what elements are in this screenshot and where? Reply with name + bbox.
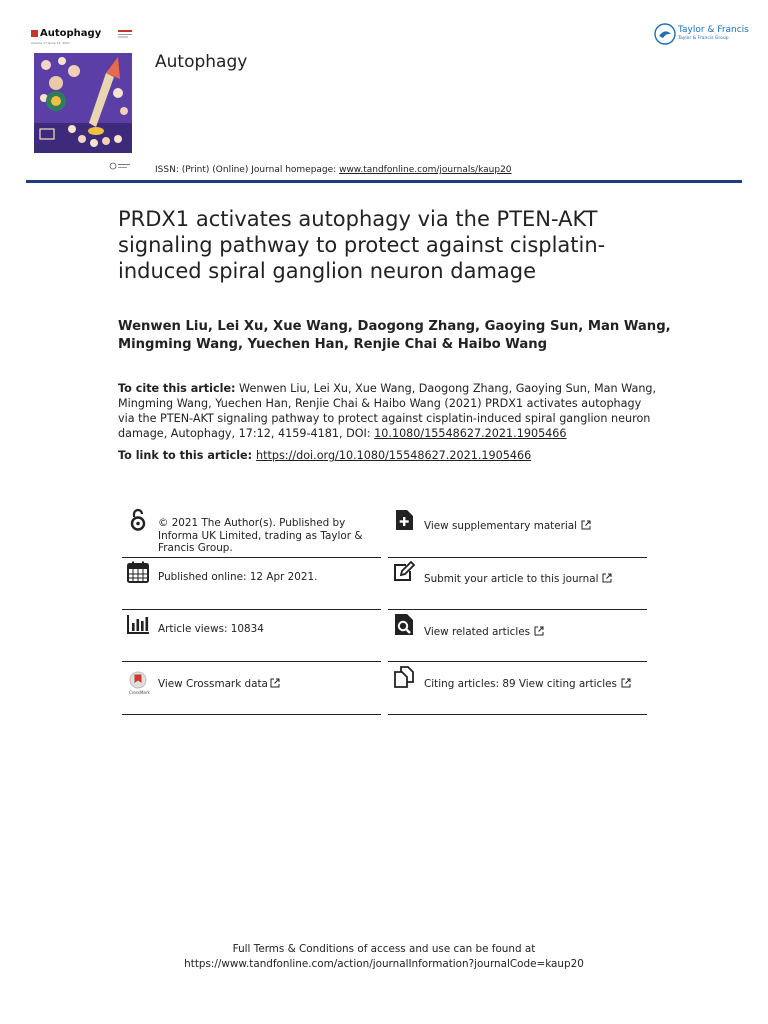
related-cell[interactable] xyxy=(388,608,647,662)
journal-mark-icon xyxy=(31,30,38,37)
related-search-icon xyxy=(392,612,416,636)
license-cell xyxy=(122,504,381,558)
cover-artwork xyxy=(34,53,132,153)
views-cell xyxy=(122,608,381,662)
cover-issue-text: Volume 17 Issue 12, 2021 xyxy=(31,41,70,45)
published-date: Published online: 12 Apr 2021. xyxy=(158,571,318,583)
supplementary-link[interactable]: View supplementary material xyxy=(424,520,578,532)
article-title: PRDX1 activates autophagy via the PTEN-AKT signaling pathway to protect against cisplatin-induced spiral ganglion neuron damage xyxy=(118,207,606,283)
journal-homepage-link[interactable]: www.tandfonline.com/journals/kaup20 xyxy=(339,165,512,175)
supplementary-cell[interactable] xyxy=(388,504,647,558)
external-link-icon xyxy=(581,520,591,530)
published-cell xyxy=(122,556,381,610)
external-link-icon xyxy=(270,678,280,688)
external-link-icon xyxy=(621,678,631,688)
header-divider xyxy=(26,180,742,183)
external-link-icon xyxy=(602,573,612,583)
submit-cell[interactable] xyxy=(388,556,647,610)
citation-block xyxy=(118,381,658,441)
issn-line: ISSN: (Print) (Online) Journal homepage: www.tandfonline.com/journals/kaup20 xyxy=(155,165,512,175)
footer-line-1: Full Terms & Conditions of access and use can be found at xyxy=(232,943,536,955)
calendar-icon xyxy=(126,560,150,584)
external-link-icon xyxy=(534,626,544,636)
citing-cell[interactable] xyxy=(388,661,647,715)
cite-label: To cite this article: xyxy=(118,382,236,395)
article-doi-url-link[interactable]: https://doi.org/10.1080/15548627.2021.1905466 xyxy=(256,449,532,462)
publisher-group: Taylor & Francis Group xyxy=(678,36,729,41)
link-label: To link to this article: xyxy=(118,449,256,462)
edit-pencil-icon xyxy=(392,560,416,584)
bar-chart-icon xyxy=(126,612,150,636)
article-views: Article views: 10834 xyxy=(158,623,264,635)
crossmark-cell[interactable] xyxy=(122,661,381,715)
license-text: © 2021 The Author(s). Published by Informa UK Limited, trading as Taylor & Francis Group. xyxy=(158,517,363,554)
cover-publisher-logo xyxy=(109,162,131,170)
journal-cover-image[interactable] xyxy=(34,53,132,153)
article-link-line xyxy=(118,449,678,462)
submit-article-link[interactable]: Submit your article to this journal xyxy=(424,573,599,585)
footer-terms-url[interactable]: https://www.tandfonline.com/action/journalInformation?journalCode=kaup20 xyxy=(184,958,584,970)
cover-badge-icon xyxy=(118,30,132,38)
doi-link[interactable]: 10.1080/15548627.2021.1905466 xyxy=(374,427,567,440)
citing-articles-icon xyxy=(392,665,416,689)
supplementary-file-icon xyxy=(392,508,416,532)
citing-articles-link[interactable]: Citing articles: 89 View citing articles xyxy=(424,678,617,690)
related-articles-link[interactable]: View related articles xyxy=(424,626,531,638)
publisher-name: Taylor & Francis xyxy=(678,25,749,35)
article-authors: Wenwen Liu, Lei Xu, Xue Wang, Daogong Zhang, Gaoying Sun, Man Wang, Mingming Wang, Yuechen Han, Renjie Chai & Haibo Wang xyxy=(118,319,671,352)
crossmark-link[interactable]: View Crossmark data xyxy=(158,678,268,690)
cite-text: Wenwen Liu, Lei Xu, Xue Wang, Daogong Zhang, Gaoying Sun, Man Wang, Mingming Wang, Yuechen Han, Renjie Chai & Haibo Wang (2021) PRDX1 activates autophagy via the PTEN-AKT signaling pathway to protect against cisplatin-induced spiral ganglion neuron damage, Autophagy, 17:12, 4159-4181, DOI: xyxy=(118,382,657,440)
journal-name: Autophagy xyxy=(155,52,248,72)
open-access-icon xyxy=(126,508,150,532)
cover-journal-logo: Autophagy xyxy=(31,28,101,39)
crossmark-badge-text: CrossMark xyxy=(129,690,150,695)
terms-footer xyxy=(0,942,768,972)
